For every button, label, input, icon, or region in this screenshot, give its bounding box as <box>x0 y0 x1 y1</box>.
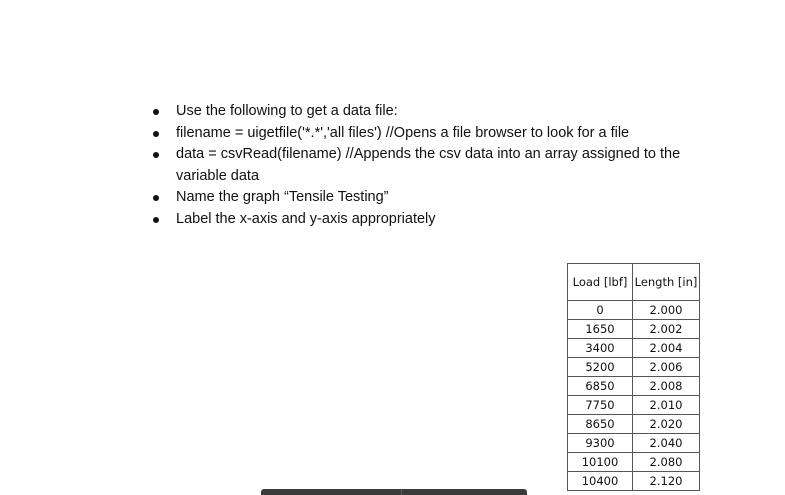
instruction-text: Label the x-axis and y-axis appropriately <box>176 210 436 227</box>
table-row <box>568 339 700 358</box>
load-cell: 10100 <box>568 453 633 472</box>
load-column-header <box>568 264 633 301</box>
instruction-text: filename = uigetfile('*.*','all files') //Opens a file browser to look for a file <box>176 124 630 141</box>
length-cell: 2.000 <box>633 301 700 320</box>
length-cell: 2.006 <box>633 358 700 377</box>
bullet-icon <box>153 152 159 158</box>
instruction-text: Use the following to get a data file: <box>176 103 398 119</box>
bullet-icon <box>153 217 159 223</box>
table-row <box>568 434 700 453</box>
table-row <box>568 415 700 434</box>
bottom-toolbar[interactable] <box>261 489 527 495</box>
length-cell: 2.080 <box>633 453 700 472</box>
table-row <box>568 358 700 377</box>
instruction-item <box>150 187 730 209</box>
length-cell: 2.120 <box>633 472 700 491</box>
load-cell: 9300 <box>568 434 633 453</box>
instruction-list <box>150 101 730 231</box>
table-row <box>568 472 700 491</box>
length-cell: 2.008 <box>633 377 700 396</box>
length-cell: 2.020 <box>633 415 700 434</box>
table-row <box>568 396 700 415</box>
instruction-item <box>150 101 730 123</box>
table-row <box>568 453 700 472</box>
load-cell: 8650 <box>568 415 633 434</box>
length-cell: 2.004 <box>633 339 700 358</box>
table-row <box>568 377 700 396</box>
load-length-table <box>567 263 700 491</box>
length-cell: 2.040 <box>633 434 700 453</box>
instruction-item <box>150 209 730 231</box>
load-cell: 5200 <box>568 358 633 377</box>
instruction-text: Name the graph “Tensile Testing” <box>176 189 389 206</box>
load-header-label: Load [lbf] <box>572 274 628 289</box>
table-header-row <box>568 264 700 301</box>
length-cell: 2.002 <box>633 320 700 339</box>
bullet-icon <box>153 195 159 201</box>
table-row <box>568 301 700 320</box>
table-body <box>568 301 700 491</box>
table-row <box>568 320 700 339</box>
instruction-item <box>150 144 730 187</box>
load-cell: 3400 <box>568 339 633 358</box>
length-column-header <box>633 264 700 301</box>
load-cell: 1650 <box>568 320 633 339</box>
load-cell: 0 <box>568 301 633 320</box>
load-cell: 10400 <box>568 472 633 491</box>
bullet-icon <box>153 131 159 137</box>
instruction-text: data = csvRead(filename) //Appends the csv data into an array assigned to the variable data <box>176 146 681 184</box>
bullet-icon <box>153 109 159 115</box>
instruction-item <box>150 123 730 145</box>
load-cell: 6850 <box>568 377 633 396</box>
length-cell: 2.010 <box>633 396 700 415</box>
toolbar-divider <box>401 489 402 495</box>
length-header-label: Length [in] <box>634 274 698 289</box>
load-cell: 7750 <box>568 396 633 415</box>
